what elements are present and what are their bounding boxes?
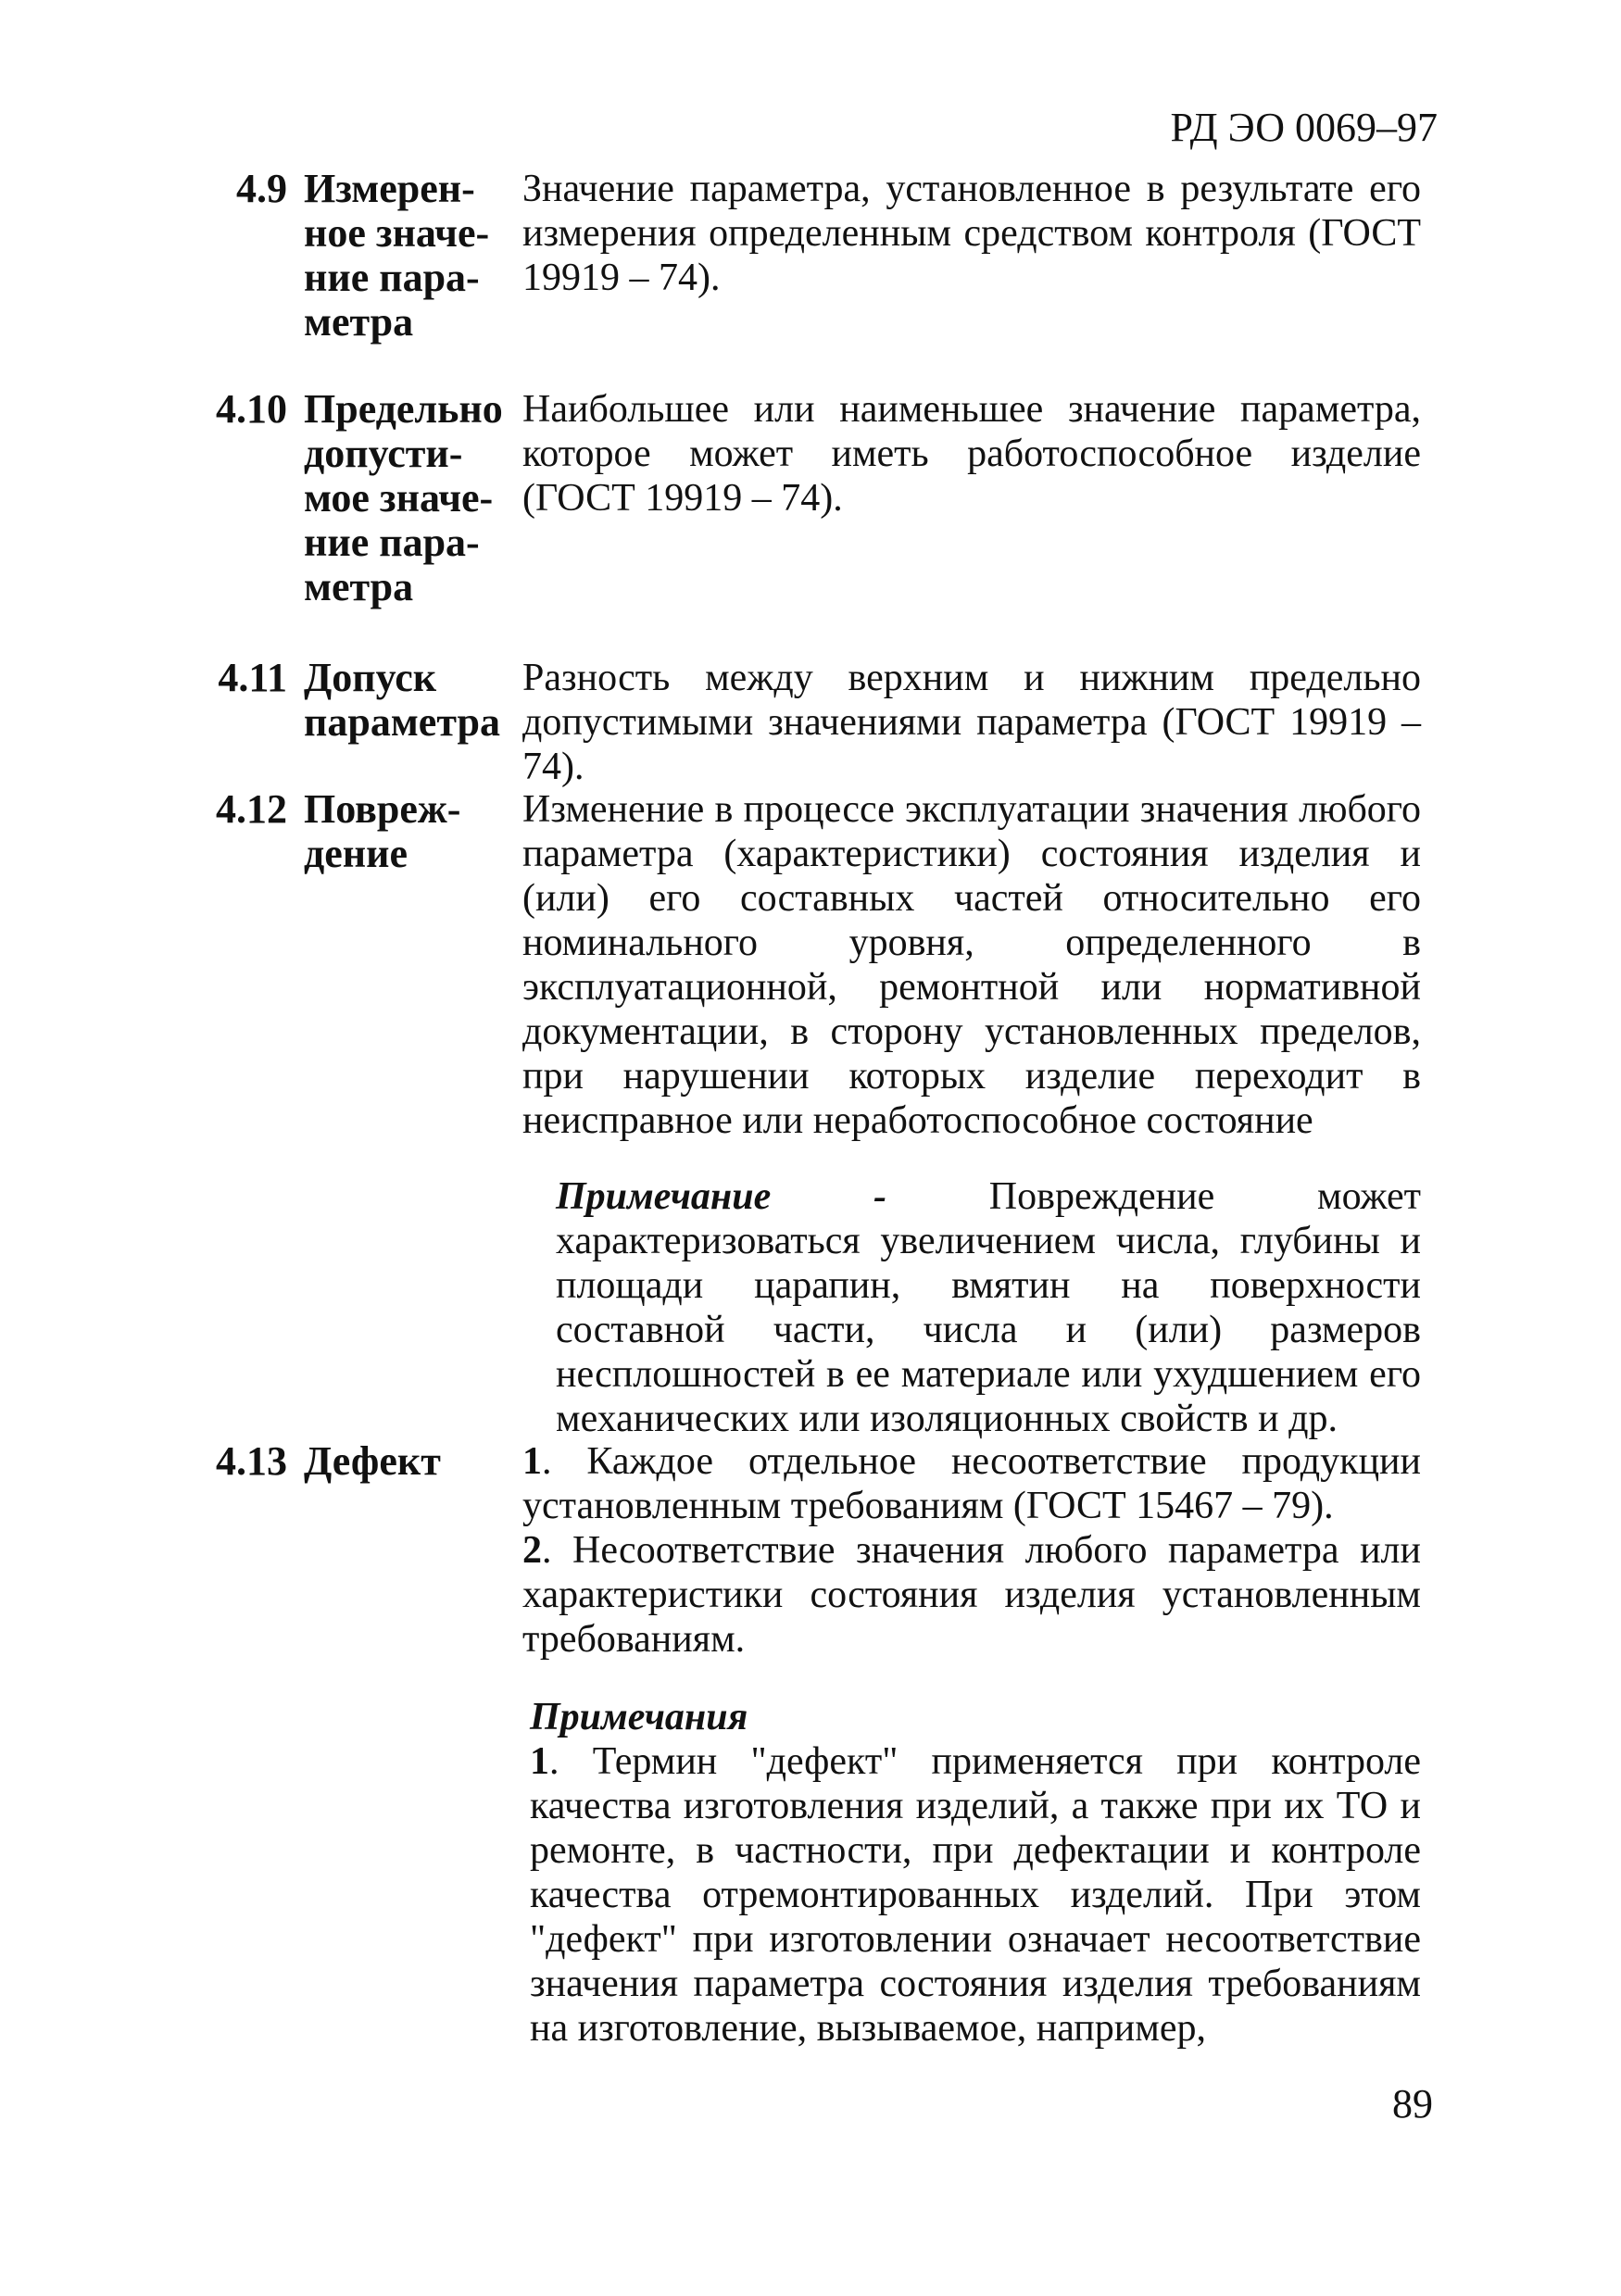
note-number: 1: [530, 1740, 549, 1783]
term-notes: [530, 1695, 1421, 2051]
term-definition: Наибольшее или наименьшее значение параметра, которое может иметь работоспособное изделие (ГОСТ 19919 – 74).: [522, 388, 1421, 520]
notes-label: Примечания: [530, 1696, 748, 1738]
term-name: Повреж- дение: [304, 786, 461, 876]
term-number: 4.11: [218, 655, 287, 700]
term-name: Дефект: [304, 1438, 441, 1484]
note-label: Примечание -: [556, 1175, 887, 1218]
term-name: Предельно допусти- мое значе- ние пара- метра: [304, 386, 503, 609]
definition-item: [522, 1439, 1421, 1528]
definition-text: . Несоответствие значения любого параметра или характеристики состояния изделия установленным требованиям.: [522, 1529, 1421, 1661]
document-code: РД ЭО 0069–97: [1170, 105, 1438, 150]
term-name: Измерен- ное значе- ние пара- метра: [304, 166, 490, 345]
definition-number: 1: [522, 1440, 542, 1483]
note-text: . Термин "дефект" применяется при контроле качества изготовления изделий, а также при их ТО и ремонте, в частности, при дефектации и контроле качества отремонтированных изделий. При этом "дефект" при изготовлении означает несоответствие значения параметра состояния изделия требованиям на изготовление, вызываемое, например,: [530, 1740, 1421, 2050]
term-note: [556, 1174, 1421, 1441]
definition-item: [522, 1528, 1421, 1662]
term-definitions: [522, 1439, 1421, 1662]
page-number: 89: [1392, 2081, 1433, 2127]
definition-number: 2: [522, 1529, 542, 1572]
term-definition: Значение параметра, установленное в результате его измерения определенным средством контроля (ГОСТ 19919 – 74).: [522, 168, 1421, 299]
term-definition: Изменение в процессе эксплуатации значения любого параметра (характеристики) состояния изделия и (или) его составных частей относительно его номинального уровня, определенного в эксплуатационной, ремонтной или нормативной документации, в сторону установленных пределов, при нарушении которых изделие переходит в неисправное или неработоспособное состояние: [522, 788, 1421, 1142]
note-item: [530, 1739, 1421, 2051]
term-number: 4.9: [236, 166, 287, 211]
term-name: Допуск параметра: [304, 655, 500, 745]
term-number: 4.13: [216, 1438, 287, 1484]
term-number: 4.10: [216, 386, 287, 432]
definition-text: . Каждое отдельное несоответствие продукции установленным требованиям (ГОСТ 15467 – 79).: [522, 1440, 1421, 1527]
note-text: Повреждение может характеризоваться увеличением числа, глубины и площади царапин, вмятин на поверхности составной части, числа и (или) размеров несплошностей в ее материале или ухудшением его механических или изоляционных свойств и др.: [556, 1175, 1421, 1440]
term-number: 4.12: [216, 786, 287, 832]
term-definition: Разность между верхним и нижним предельно допустимыми значениями параметра (ГОСТ 19919 – 74).: [522, 657, 1421, 788]
